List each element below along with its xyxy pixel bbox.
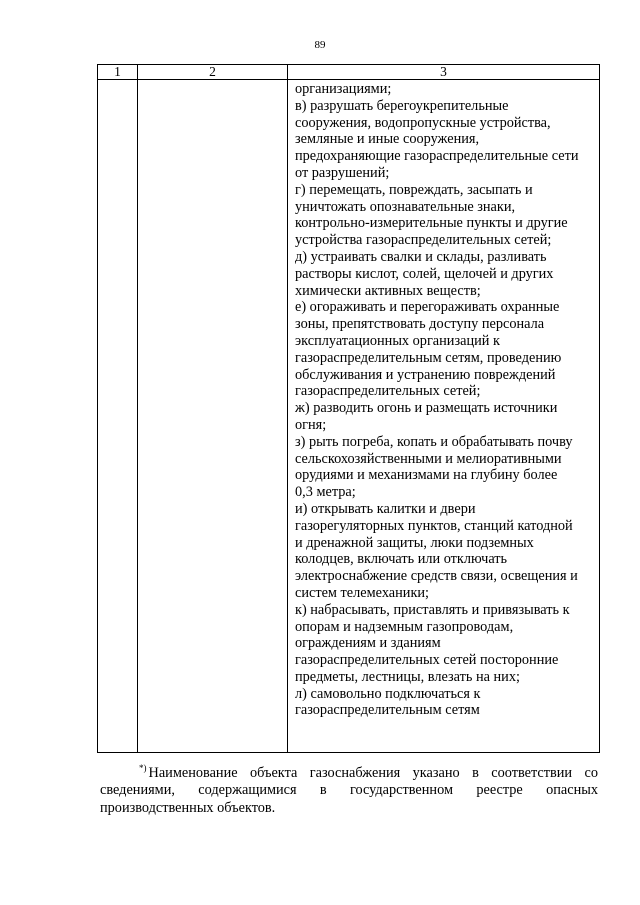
text-line: газораспределительных сетей; bbox=[295, 383, 481, 400]
text-line: к) набрасывать, приставлять и привязывать к bbox=[295, 601, 570, 618]
text-line: е) огораживать и перегораживать охранные bbox=[295, 299, 560, 316]
footnote-line: сведениями, содержащимися в государственном реестре опасных bbox=[100, 782, 598, 799]
text-line: химически активных веществ; bbox=[295, 282, 481, 299]
text-line: з) рыть погреба, копать и обрабатывать почву bbox=[295, 433, 573, 450]
text-line: растворы кислот, солей, щелочей и других bbox=[295, 265, 554, 282]
text-line: устройства газораспределительных сетей; bbox=[295, 232, 552, 249]
text-line: систем телемеханики; bbox=[295, 584, 430, 601]
text-line: ограждениям и зданиям bbox=[295, 635, 441, 652]
text-line: 0,3 метра; bbox=[295, 484, 356, 501]
table-cell-col3 bbox=[288, 80, 600, 753]
page-number: 89 bbox=[314, 39, 326, 51]
text-line: электроснабжение средств связи, освещения и bbox=[295, 568, 578, 585]
footnote-line bbox=[100, 760, 598, 782]
text-line: колодцев, включать или отключать bbox=[295, 551, 508, 568]
text-line: в) разрушать берегоукрепительные bbox=[295, 97, 509, 114]
footnote bbox=[100, 760, 598, 817]
column-header-1: 1 bbox=[98, 65, 138, 80]
text-line: л) самовольно подключаться к bbox=[295, 685, 481, 702]
text-line: уничтожать опознавательные знаки, bbox=[295, 198, 516, 215]
text-line: огня; bbox=[295, 416, 327, 433]
footnote-line: производственных объектов. bbox=[100, 799, 276, 816]
table-cell-col1 bbox=[98, 80, 138, 753]
text-line: сооружения, водопропускные устройства, bbox=[295, 114, 551, 131]
column-header-2: 2 bbox=[138, 65, 288, 80]
text-line: ж) разводить огонь и размещать источники bbox=[295, 400, 558, 417]
text-line: и дренажной защиты, люки подземных bbox=[295, 534, 534, 551]
text-line: газорегуляторных пунктов, станций катодной bbox=[295, 517, 573, 534]
document-table bbox=[97, 64, 600, 753]
text-line: от разрушений; bbox=[295, 164, 390, 181]
text-line: предметы, лестницы, влезать на них; bbox=[295, 668, 520, 685]
text-line: предохраняющие газораспределительные сети bbox=[295, 148, 579, 165]
text-line: зоны, препятствовать доступу персонала bbox=[295, 316, 545, 333]
text-line: д) устраивать свалки и склады, разливать bbox=[295, 248, 547, 265]
text-line: орудиями и механизмами на глубину более bbox=[295, 467, 558, 484]
column-header-3: 3 bbox=[288, 65, 600, 80]
text-line: г) перемещать, повреждать, засыпать и bbox=[295, 181, 533, 198]
table-row bbox=[98, 80, 600, 753]
text-line: опорам и надземным газопроводам, bbox=[295, 618, 514, 635]
text-line: и) открывать калитки и двери bbox=[295, 500, 476, 517]
text-line: эксплуатационных организаций к bbox=[295, 332, 500, 349]
text-line: обслуживания и устранению повреждений bbox=[295, 366, 556, 383]
text-line: газораспределительных сетей посторонние bbox=[295, 652, 559, 669]
text-line: газораспределительным сетям bbox=[295, 702, 480, 719]
text-line: газораспределительным сетям, проведению bbox=[295, 349, 562, 366]
text-line: контрольно-измерительные пункты и другие bbox=[295, 215, 568, 232]
footnote-marker: *) bbox=[139, 763, 147, 773]
text-line: земляные и иные сооружения, bbox=[295, 131, 480, 148]
table-cell-col2 bbox=[138, 80, 288, 753]
text-line: сельскохозяйственными и мелиоративными bbox=[295, 450, 562, 467]
footnote-line-text: Наименование объекта газоснабжения указано в соответствии со bbox=[148, 765, 598, 781]
restrictions-text bbox=[288, 80, 599, 719]
table-header-row bbox=[98, 65, 600, 80]
text-line: организациями; bbox=[295, 81, 392, 97]
